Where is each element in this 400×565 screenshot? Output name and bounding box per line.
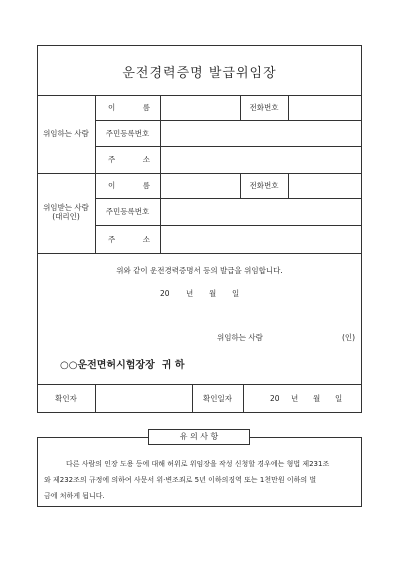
delegator-address-field[interactable] [161, 147, 361, 173]
delegation-statement: 위와 같이 운전경력증명서 등의 발급을 위임합니다. [116, 266, 283, 275]
delegate-name-label: 이 름 [108, 181, 150, 190]
delegate-rrn-label: 주민등록번호 [105, 207, 150, 216]
delegator-phone-field[interactable] [289, 96, 361, 120]
notice-title: 유 의 사 항 [148, 429, 250, 445]
delegator-section-label: 위임하는 사람 [43, 129, 89, 138]
notice-line: 다른 사람의 인장 도용 등에 대해 허위로 위임장을 작성 신청할 경우에는 형법 제231조 [66, 460, 330, 468]
delegate-phone-field[interactable] [289, 174, 361, 198]
delegate-name-field[interactable] [161, 174, 239, 198]
date-line: 20 년 월 일 [160, 289, 240, 298]
confirm-date: 20 년 월 일 [270, 394, 343, 403]
notice-line: 와 제232조의 규정에 의하여 사문서 위·변조죄로 5년 이하의징역 또는 1천만원 이하의 벌 [44, 476, 317, 484]
delegate-section-label: 위임받는 사람 [43, 203, 89, 212]
signer-label: 위임하는 사람 [217, 333, 263, 342]
delegator-name-field[interactable] [161, 96, 239, 120]
delegator-phone-label: 전화번호 [249, 103, 279, 112]
delegate-address-label: 주 소 [108, 235, 150, 244]
delegator-rrn-field[interactable] [161, 121, 361, 146]
notice-text [44, 456, 358, 504]
seal-mark: (인) [342, 333, 356, 342]
delegate-address-field[interactable] [161, 226, 361, 253]
delegate-section-sub: (대리인) [52, 212, 80, 221]
notice-line: 금에 처하게 됩니다. [44, 492, 105, 500]
confirmer-label: 확인자 [55, 394, 77, 403]
delegator-rrn-label: 주민등록번호 [105, 129, 150, 138]
confirmer-field[interactable] [96, 385, 191, 412]
delegate-rrn-field[interactable] [161, 199, 361, 225]
recipient: ○○운전면허시험장장 귀 하 [60, 360, 185, 371]
delegator-address-label: 주 소 [108, 155, 150, 164]
form-title: 운전경력증명 발급위임장 [122, 66, 277, 81]
delegator-name-label: 이 름 [108, 103, 150, 112]
confirm-date-label: 확인일자 [203, 394, 232, 403]
delegate-phone-label: 전화번호 [249, 181, 279, 190]
